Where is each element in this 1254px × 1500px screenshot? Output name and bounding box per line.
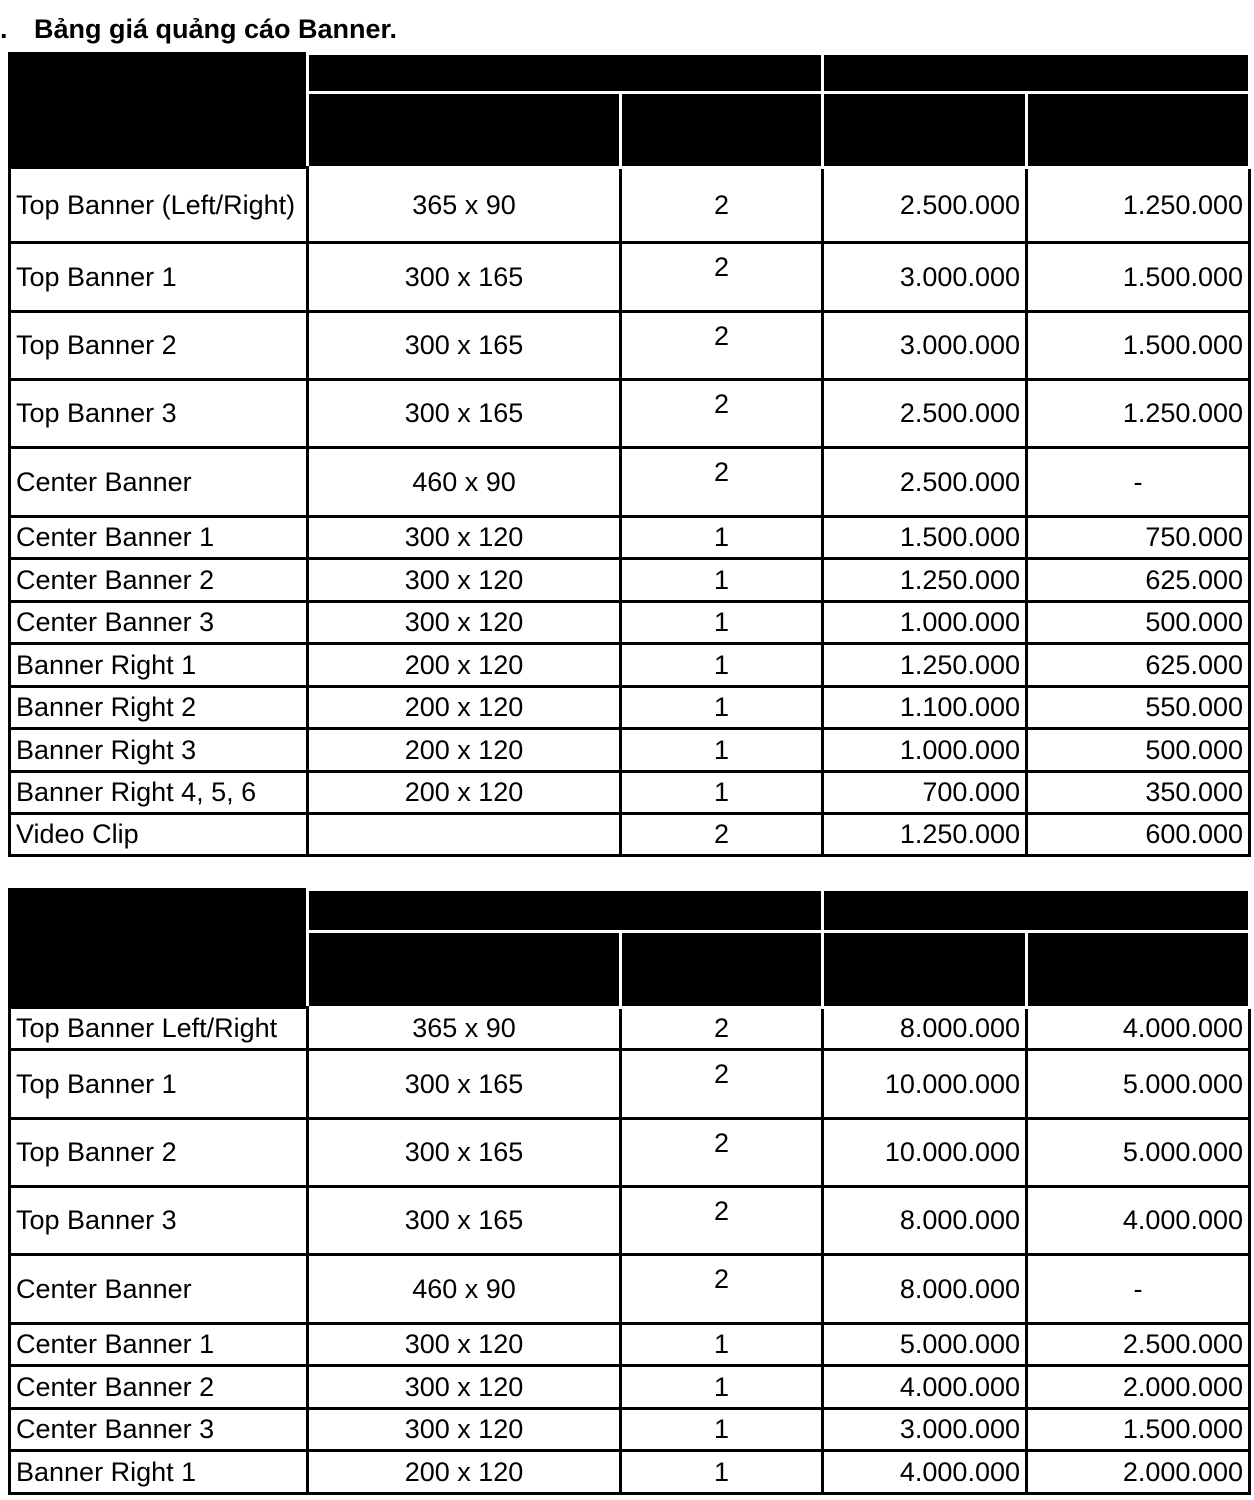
table-row [10,1324,1250,1366]
row-qty-cell: 1 [621,687,823,729]
table-row [10,517,1250,559]
header-cell-blank [621,932,823,1008]
header-cell-blank [1027,93,1250,168]
row-price1-cell: 8.000.000 [823,1008,1027,1050]
row-price2-cell: 2.500.000 [1027,1324,1250,1366]
row-name-cell: Top Banner Left/Right [10,1008,308,1050]
row-price2-cell: 4.000.000 [1027,1008,1250,1050]
price-table-2 [8,888,1251,1495]
row-price2-cell: 4.000.000 [1027,1187,1250,1255]
price-table-1 [8,52,1251,857]
table-header-row [10,54,1250,93]
table-row [10,1255,1250,1324]
row-qty-cell: 2 [621,312,823,380]
row-size-cell: 200 x 120 [308,772,621,814]
row-qty-cell: 1 [621,1451,823,1494]
row-size-cell: 200 x 120 [308,644,621,687]
row-name-cell: Banner Right 1 [10,644,308,687]
price-table-1-body [10,54,1250,856]
row-name-cell: Center Banner 1 [10,1324,308,1366]
row-name-cell: Center Banner 3 [10,602,308,644]
row-qty-cell: 2 [621,1187,823,1255]
row-price1-cell: 1.000.000 [823,602,1027,644]
row-price2-cell: 1.500.000 [1027,243,1250,312]
row-qty-cell: 1 [621,1366,823,1409]
price-table-2-body [10,890,1250,1494]
row-size-cell: 365 x 90 [308,168,621,243]
row-price2-cell: 5.000.000 [1027,1050,1250,1119]
row-name-cell: Top Banner 1 [10,243,308,312]
row-size-cell: 460 x 90 [308,448,621,517]
row-name-cell: Top Banner 3 [10,1187,308,1255]
row-size-cell: 300 x 165 [308,1187,621,1255]
row-price2-cell: - [1027,448,1250,517]
row-qty-cell: 1 [621,517,823,559]
table-row [10,772,1250,814]
table-row [10,687,1250,729]
header-cell-blank [823,890,1250,932]
row-price2-cell: 350.000 [1027,772,1250,814]
row-qty-cell: 2 [621,243,823,312]
row-size-cell: 300 x 120 [308,602,621,644]
row-price2-cell: 2.000.000 [1027,1451,1250,1494]
table-row [10,1366,1250,1409]
row-size-cell: 365 x 90 [308,1008,621,1050]
row-price1-cell: 3.000.000 [823,1409,1027,1451]
table-row [10,814,1250,856]
row-qty-cell: 2 [621,1008,823,1050]
row-price2-cell: 625.000 [1027,559,1250,602]
row-name-cell: Banner Right 1 [10,1451,308,1494]
table-row [10,243,1250,312]
row-price1-cell: 3.000.000 [823,243,1027,312]
row-price2-cell: 1.500.000 [1027,312,1250,380]
header-cell-blank [308,93,621,168]
row-qty-cell: 2 [621,1050,823,1119]
row-price1-cell: 2.500.000 [823,168,1027,243]
row-price2-cell: 500.000 [1027,602,1250,644]
row-price1-cell: 1.000.000 [823,729,1027,772]
row-size-cell [308,814,621,856]
row-size-cell: 300 x 165 [308,1050,621,1119]
table-row [10,644,1250,687]
row-name-cell: Center Banner [10,448,308,517]
row-size-cell: 300 x 120 [308,1324,621,1366]
row-qty-cell: 1 [621,1324,823,1366]
row-name-cell: Center Banner 1 [10,517,308,559]
row-qty-cell: 2 [621,168,823,243]
row-qty-cell: 1 [621,559,823,602]
header-cell-blank [1027,932,1250,1008]
table-row [10,559,1250,602]
row-price1-cell: 1.100.000 [823,687,1027,729]
header-cell-blank [10,890,308,1008]
table-row [10,448,1250,517]
header-cell-blank [823,54,1250,93]
row-price1-cell: 10.000.000 [823,1119,1027,1187]
row-price2-cell: 550.000 [1027,687,1250,729]
title-bullet: . [0,14,8,44]
row-qty-cell: 1 [621,772,823,814]
row-qty-cell: 2 [621,814,823,856]
table-row [10,1008,1250,1050]
row-price1-cell: 1.250.000 [823,644,1027,687]
row-price2-cell: - [1027,1255,1250,1324]
row-price1-cell: 4.000.000 [823,1366,1027,1409]
row-name-cell: Top Banner 3 [10,380,308,448]
row-price1-cell: 2.500.000 [823,380,1027,448]
row-name-cell: Banner Right 2 [10,687,308,729]
row-price1-cell: 4.000.000 [823,1451,1027,1494]
row-qty-cell: 1 [621,729,823,772]
row-size-cell: 200 x 120 [308,729,621,772]
row-price1-cell: 8.000.000 [823,1187,1027,1255]
header-cell-blank [308,932,621,1008]
row-name-cell: Banner Right 4, 5, 6 [10,772,308,814]
table-row [10,1187,1250,1255]
row-qty-cell: 1 [621,602,823,644]
row-price1-cell: 8.000.000 [823,1255,1027,1324]
row-price2-cell: 5.000.000 [1027,1119,1250,1187]
row-name-cell: Top Banner (Left/Right) [10,168,308,243]
row-size-cell: 200 x 120 [308,687,621,729]
row-qty-cell: 2 [621,1119,823,1187]
table-row [10,312,1250,380]
row-qty-cell: 2 [621,448,823,517]
row-size-cell: 300 x 120 [308,1366,621,1409]
row-price2-cell: 750.000 [1027,517,1250,559]
table-row [10,1050,1250,1119]
table-row [10,1451,1250,1494]
title-text: Bảng giá quảng cáo Banner. [34,14,398,44]
row-size-cell: 200 x 120 [308,1451,621,1494]
row-price2-cell: 1.250.000 [1027,380,1250,448]
table-row [10,1119,1250,1187]
row-price2-cell: 1.250.000 [1027,168,1250,243]
row-size-cell: 300 x 165 [308,1119,621,1187]
header-cell-blank [308,890,823,932]
row-name-cell: Top Banner 2 [10,1119,308,1187]
row-qty-cell: 1 [621,644,823,687]
row-price2-cell: 500.000 [1027,729,1250,772]
row-price1-cell: 1.250.000 [823,814,1027,856]
row-name-cell: Center Banner 2 [10,559,308,602]
row-name-cell: Center Banner [10,1255,308,1324]
row-price1-cell: 700.000 [823,772,1027,814]
table-row [10,602,1250,644]
row-name-cell: Video Clip [10,814,308,856]
table-row [10,729,1250,772]
table-row [10,168,1250,243]
row-qty-cell: 2 [621,1255,823,1324]
header-cell-blank [823,93,1027,168]
row-price2-cell: 625.000 [1027,644,1250,687]
row-name-cell: Center Banner 3 [10,1409,308,1451]
row-price1-cell: 1.250.000 [823,559,1027,602]
row-price2-cell: 2.000.000 [1027,1366,1250,1409]
row-qty-cell: 2 [621,380,823,448]
header-cell-blank [308,54,823,93]
row-price1-cell: 10.000.000 [823,1050,1027,1119]
row-name-cell: Top Banner 1 [10,1050,308,1119]
row-price1-cell: 2.500.000 [823,448,1027,517]
table-row [10,1409,1250,1451]
header-cell-blank [621,93,823,168]
row-qty-cell: 1 [621,1409,823,1451]
row-size-cell: 300 x 120 [308,559,621,602]
row-price1-cell: 1.500.000 [823,517,1027,559]
table-header-row [10,890,1250,932]
row-name-cell: Banner Right 3 [10,729,308,772]
row-size-cell: 300 x 165 [308,380,621,448]
row-size-cell: 300 x 120 [308,1409,621,1451]
row-price1-cell: 5.000.000 [823,1324,1027,1366]
row-size-cell: 300 x 165 [308,243,621,312]
header-cell-blank [823,932,1027,1008]
row-size-cell: 460 x 90 [308,1255,621,1324]
table-row [10,380,1250,448]
row-price2-cell: 600.000 [1027,814,1250,856]
row-size-cell: 300 x 120 [308,517,621,559]
row-price1-cell: 3.000.000 [823,312,1027,380]
header-cell-blank [10,54,308,168]
row-size-cell: 300 x 165 [308,312,621,380]
row-name-cell: Center Banner 2 [10,1366,308,1409]
row-name-cell: Top Banner 2 [10,312,308,380]
row-price2-cell: 1.500.000 [1027,1409,1250,1451]
page-title [0,14,397,45]
